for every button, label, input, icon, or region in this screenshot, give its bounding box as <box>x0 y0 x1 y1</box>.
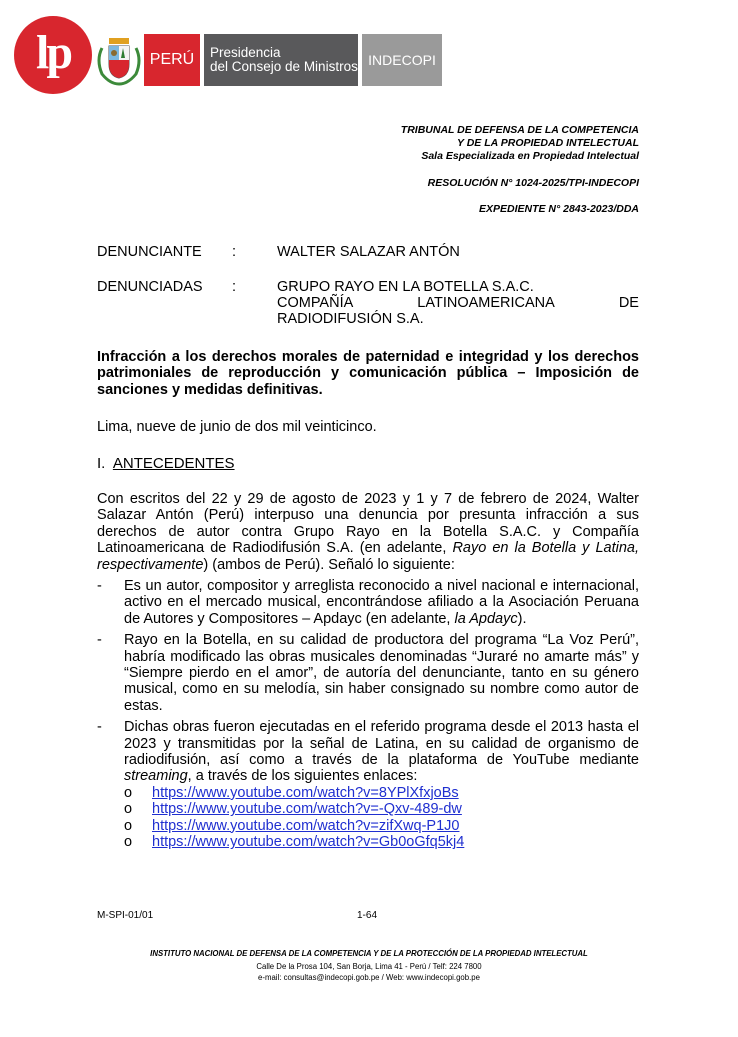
tribunal-line-2: Y DE LA PROPIEDAD INTELECTUAL <box>456 137 639 149</box>
sala-name: Sala Especializada en Propiedad Intelectual <box>421 150 639 162</box>
bullet-3-text: Dichas obras fueron ejecutadas en el referido programa desde el 2013 hasta el 2023 y transmitidas por la señal de Latina, en su calidad de organismo de radiodifusión, así como a través de la plataforma de YouTube mediante <box>124 719 639 769</box>
denunciada-2-line-end: RADIODIFUSIÓN S.A. <box>277 311 424 327</box>
pcm-line-2: del Consejo de Ministros <box>210 59 358 74</box>
link-bullet: o <box>124 784 133 801</box>
denunciada-2-word-1: COMPAÑÍA <box>277 295 354 311</box>
bullet-1-italic: la Apdayc <box>454 610 518 627</box>
pcm-brand-box <box>202 34 358 86</box>
bullet-1-text: Es un autor, compositor y arreglista reconocido a nivel nacional e internacional, activo en el mercado musical, encontrándose afiliado a la Asociación Peruana de Autores y Compositores – Apdayc (en adelante, <box>124 578 639 627</box>
bullet-3-italic: streaming <box>124 768 188 785</box>
institute-name: INSTITUTO NACIONAL DE DEFENSA DE LA COMPETENCIA Y DE LA PROTECCIÓN DE LA PROPIEDAD INTELECTUAL <box>150 949 588 958</box>
intro-text-2: ) (ambos de Perú). Señaló lo siguiente: <box>203 556 455 573</box>
section-number: I. <box>97 455 106 472</box>
section-title: ANTECEDENTES <box>112 455 235 472</box>
denunciadas-label: DENUNCIADAS <box>97 279 203 295</box>
youtube-link-4[interactable]: https://www.youtube.com/watch?v=Gb0oGfq5kj4 <box>152 834 465 851</box>
denunciante-value: WALTER SALAZAR ANTÓN <box>277 244 460 260</box>
institute-address: Calle De la Prosa 104, San Borja, Lima 41 - Perú / Telf: 224 7800 <box>256 962 482 971</box>
institute-email-web: e-mail: consultas@indecopi.gob.pe / Web: www.indecopi.gob.pe <box>258 973 480 982</box>
date-line: Lima, nueve de junio de dos mil veinticinco. <box>97 419 377 435</box>
intro-text-1: Con escritos del 22 y 29 de agosto de 2023 y 1 y 7 de febrero de 2024, Walter Salazar Antón (Perú) interpuso una denuncia por presunta infracción a sus derechos de autor contra Grupo Rayo en la Botella S.A.C. y Compañía Latinoamericana de Radiodifusión S.A. (en adelante, <box>97 491 639 557</box>
bullet-item-3 <box>97 719 639 785</box>
link-bullet: o <box>124 817 133 834</box>
form-code: M-SPI-01/01 <box>97 910 154 921</box>
tribunal-line-1: TRIBUNAL DE DEFENSA DE LA COMPETENCIA <box>400 124 639 136</box>
lp-logo-text: lp <box>35 25 71 79</box>
bullet-dash: - <box>97 719 102 736</box>
denunciante-label: DENUNCIANTE <box>97 244 202 260</box>
tribunal-header <box>401 124 639 163</box>
youtube-link-2[interactable]: https://www.youtube.com/watch?v=-Qxv-489-dw <box>152 801 462 818</box>
indecopi-brand-box <box>362 34 442 86</box>
resolution-number: RESOLUCIÓN N° 1024-2025/TPI-INDECOPI <box>427 177 639 189</box>
denunciante-colon: : <box>232 244 237 260</box>
denunciada-2-word-3: DE <box>618 295 639 311</box>
bullet-dash: - <box>97 578 102 594</box>
bullet-1-end: ). <box>517 610 527 627</box>
bullet-dash: - <box>97 632 102 649</box>
youtube-link-3[interactable]: https://www.youtube.com/watch?v=zifXwq-P1J0 <box>152 817 460 834</box>
denunciadas-colon: : <box>232 279 237 295</box>
denunciadas-value <box>277 279 639 327</box>
peru-coat-of-arms-icon <box>96 34 142 86</box>
link-item-3 <box>97 818 639 834</box>
link-item-2 <box>97 801 639 817</box>
bullet-list <box>97 578 639 851</box>
pcm-line-1: Presidencia <box>210 45 281 60</box>
intro-text-italic: Rayo en la Botella y Latina, respectivamente <box>97 540 639 573</box>
youtube-link-1[interactable]: https://www.youtube.com/watch?v=8YPlXfxjoBs <box>152 784 459 801</box>
peru-label: PERÚ <box>149 51 195 68</box>
bullet-item-2 <box>97 632 639 714</box>
link-item-1 <box>97 785 639 801</box>
lp-logo <box>14 16 92 94</box>
bullet-2-text: Rayo en la Botella, en su calidad de productora del programa “La Voz Perú”, habría modificado las obras musicales denominadas “Juraré no amarte más” y “Siempre pierdo en el amor”, de autoría del denunciante, tanto en su género musical, como en su melodía, sin haber consignado su nombre como autor de estas. <box>124 632 639 714</box>
denunciada-1: GRUPO RAYO EN LA BOTELLA S.A.C. <box>277 279 534 295</box>
case-summary: Infracción a los derechos morales de paternidad e integridad y los derechos patrimoniales de reproducción y comunicación pública – Imposición de sanciones y medidas definitivas. <box>97 349 639 398</box>
peru-brand-box <box>144 34 200 86</box>
denunciada-2-line <box>277 295 639 311</box>
link-bullet: o <box>124 834 133 851</box>
bullet-3-end: , a través de los siguientes enlaces: <box>187 768 418 785</box>
expediente-number: EXPEDIENTE N° 2843-2023/DDA <box>478 203 639 215</box>
link-item-4 <box>97 834 639 850</box>
bullet-item-1 <box>97 578 639 627</box>
denunciada-2-word-2: LATINOAMERICANA <box>417 295 555 311</box>
section-heading <box>97 456 639 472</box>
institute-contact <box>0 961 738 983</box>
indecopi-label: INDECOPI <box>368 52 436 68</box>
intro-paragraph <box>97 491 639 573</box>
page-number: 1-64 <box>357 910 378 921</box>
link-bullet: o <box>124 801 133 818</box>
